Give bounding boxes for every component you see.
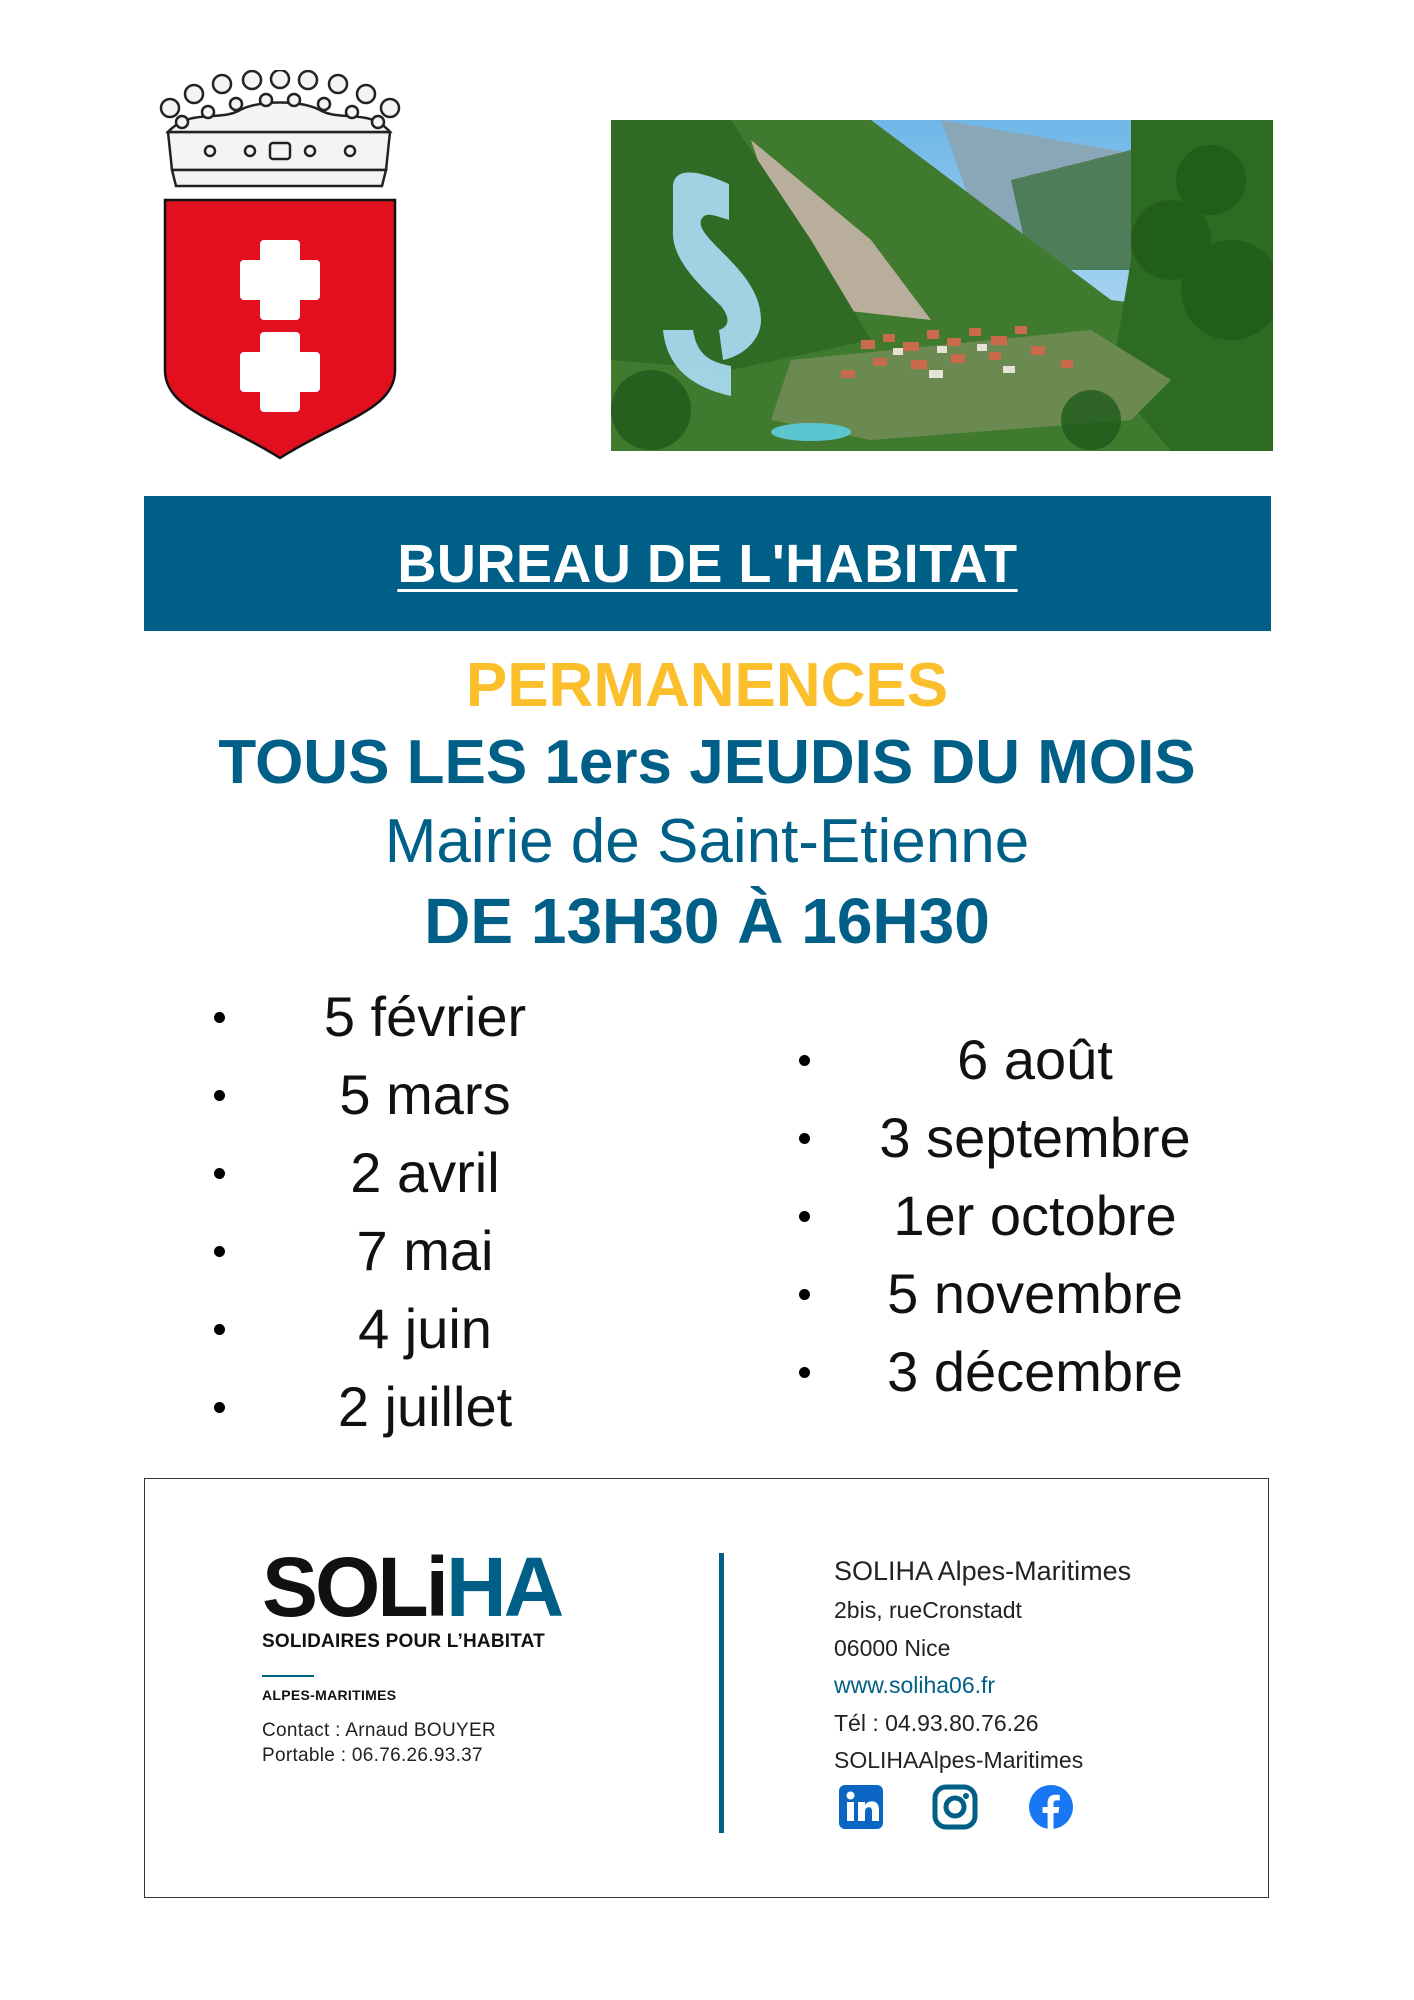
bullet-icon [214,1324,225,1335]
list-item [200,1134,600,1212]
dates-list-right [785,1021,1235,1411]
bullet-icon [799,1367,810,1378]
wordmark-accent: HA [446,1540,562,1634]
list-item [785,1333,1235,1411]
list-item [785,1099,1235,1177]
date-text: 2 avril [350,1141,500,1204]
list-item [785,1255,1235,1333]
bullet-icon [799,1133,810,1144]
schedule-heading: TOUS LES 1ers JEUDIS DU MOIS [218,728,1196,797]
logo-tagline: SOLIDAIRES POUR L’HABITAT [262,1631,545,1652]
shield-icon [165,200,395,458]
wordmark-main: SOLi [262,1540,447,1634]
website-link[interactable]: www.soliha06.fr [834,1672,996,1698]
list-item [785,1021,1235,1099]
address-block [834,1550,1131,1780]
valley-village-photo [611,120,1273,451]
date-text: 5 février [323,985,527,1048]
date-text: 7 mai [356,1219,494,1282]
bullet-icon [214,1246,225,1257]
date-text: 5 mars [339,1063,511,1126]
facebook-icon[interactable] [1028,1784,1074,1830]
contact-block [262,1718,496,1768]
logo-region: ALPES-MARITIMES [262,1687,397,1703]
date-text: 4 juin [358,1297,492,1360]
title-banner [144,496,1271,631]
bullet-icon [799,1055,810,1066]
list-item [200,1056,600,1134]
date-text: 6 août [957,1028,1113,1091]
date-text: 3 décembre [887,1340,1183,1403]
soliha-logo [262,1540,562,1703]
organization-name: SOLIHA Alpes-Maritimes [834,1556,1132,1586]
contact-mobile: Portable : 06.76.26.93.37 [262,1745,483,1766]
permanences-heading: PERMANENCES [465,651,949,720]
coat-of-arms-logo [150,70,410,460]
crown-icon [161,70,399,186]
dates-list-left [200,978,600,1446]
vertical-divider [719,1553,724,1833]
linkedin-icon[interactable] [838,1784,884,1830]
date-text: 5 novembre [887,1262,1183,1325]
soliha-wordmark [262,1540,562,1634]
bullet-icon [214,1168,225,1179]
social-handle: SOLIHAAlpes-Maritimes [834,1747,1084,1773]
location-text: Mairie de Saint-Etienne [384,807,1030,876]
bullet-icon [799,1289,810,1300]
date-text: 2 juillet [337,1375,513,1438]
list-item [200,1212,600,1290]
list-item [785,1177,1235,1255]
date-text: 1er octobre [893,1184,1177,1247]
address-street: 2bis, rueCronstadt [834,1597,1022,1623]
address-city: 06000 Nice [834,1634,951,1661]
list-item [200,1290,600,1368]
logo-divider [262,1675,314,1677]
bullet-icon [214,1402,225,1413]
contact-name: Contact : Arnaud BOUYER [262,1720,496,1741]
page-title: BUREAU DE L'HABITAT [397,533,1018,594]
bullet-icon [214,1090,225,1101]
bullet-icon [214,1012,225,1023]
hours-heading: DE 13H30 À 16H30 [424,885,990,957]
bullet-icon [799,1211,810,1222]
instagram-icon[interactable] [932,1784,978,1830]
date-text: 3 septembre [879,1106,1191,1169]
list-item [200,978,600,1056]
list-item [200,1368,600,1446]
phone-number: Tél : 04.93.80.76.26 [834,1709,1039,1736]
